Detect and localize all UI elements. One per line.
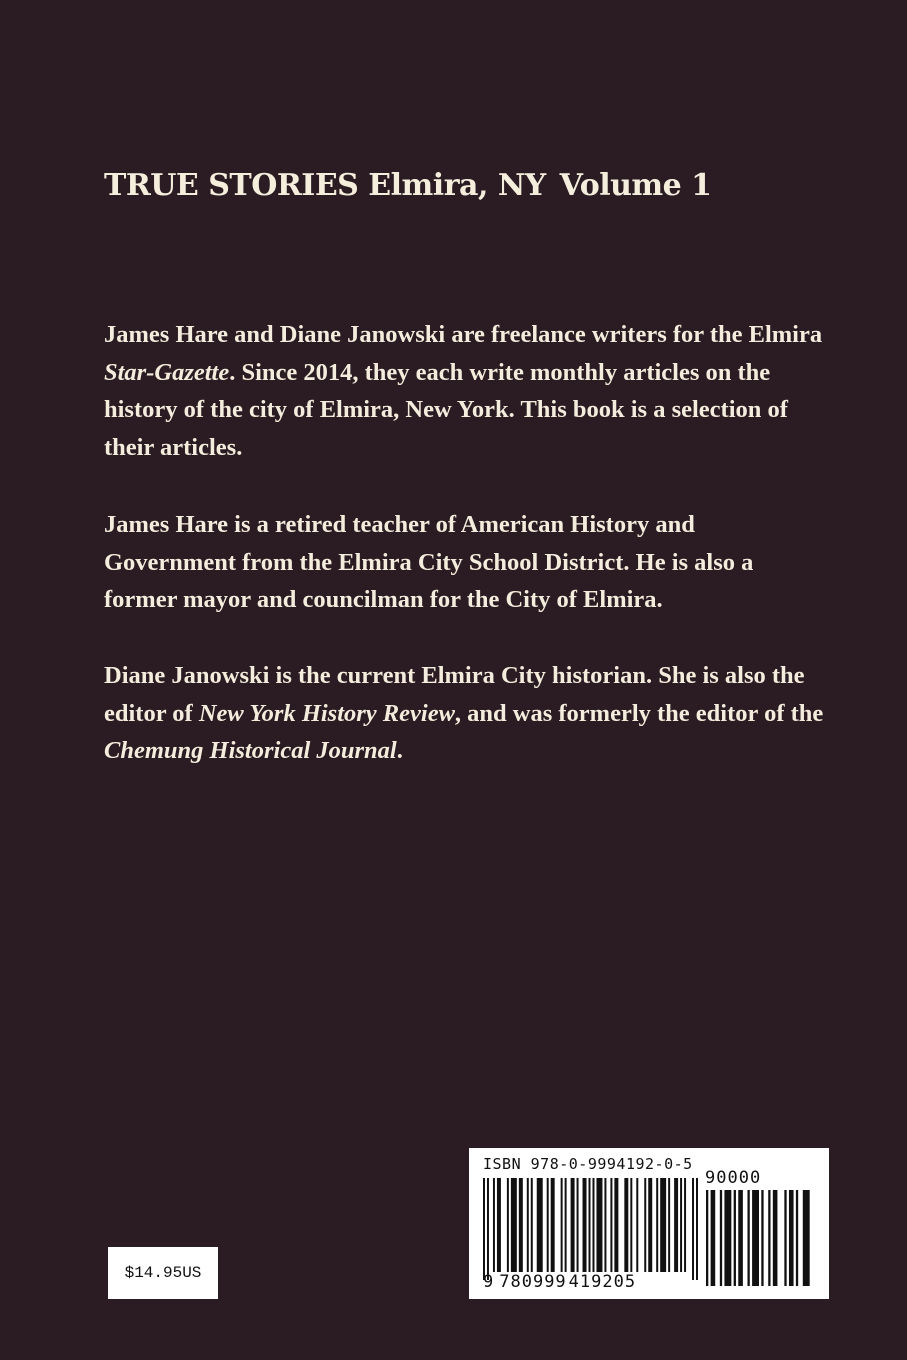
barcode-bar <box>565 1178 567 1272</box>
barcode-bar <box>624 1178 628 1272</box>
barcode-bar <box>561 1178 563 1272</box>
ean-digits <box>483 1272 703 1292</box>
barcode-bar <box>668 1178 670 1272</box>
barcode-bar <box>684 1178 686 1272</box>
barcode-bar <box>711 1190 716 1286</box>
barcode-bar <box>747 1190 749 1286</box>
barcode-bar <box>583 1178 587 1272</box>
barcode-bar <box>551 1178 555 1272</box>
authors-paragraph <box>104 316 829 466</box>
barcode-bar <box>511 1178 517 1272</box>
barcode-bar <box>577 1178 579 1272</box>
barcode-bar <box>692 1178 694 1280</box>
price-addon-number: 90000 <box>705 1168 762 1188</box>
barcode-bar <box>784 1190 786 1286</box>
barcode-bar <box>648 1178 652 1272</box>
barcode-bar <box>610 1178 612 1272</box>
barcode-bar <box>630 1178 632 1272</box>
james-hare-bio: James Hare is a retired teacher of American History and Government from the Elmira City School District. He is also a former mayor and councilman for the City of Elmira. <box>104 511 754 613</box>
barcode-bar <box>483 1178 485 1280</box>
barcode-bar <box>497 1178 501 1272</box>
p3-text-e: . <box>396 737 403 764</box>
p3-text-c: , and was formerly the editor of the <box>454 699 824 727</box>
barcode-bar <box>527 1178 529 1272</box>
barcode-bar <box>596 1178 602 1272</box>
barcode-bar <box>768 1190 770 1286</box>
barcode-bar <box>734 1190 736 1286</box>
isbn-number: ISBN 978-0-9994192-0-5 <box>483 1155 693 1173</box>
barcode-bar <box>789 1190 794 1286</box>
barcode-bar <box>724 1190 731 1286</box>
barcode-bar <box>547 1178 549 1272</box>
barcode-bar <box>696 1178 698 1280</box>
barcode-bar <box>644 1178 646 1272</box>
p3-text-a: Diane Janowski is the current Elmira City historian. She is also the editor of <box>104 662 805 727</box>
barcode-bar <box>803 1190 810 1286</box>
barcode-bar <box>738 1190 743 1286</box>
barcode-bar <box>493 1178 495 1272</box>
p1-newspaper-name: Star-Gazette <box>104 358 230 386</box>
barcode-bar <box>614 1178 618 1272</box>
barcode-bar <box>720 1190 722 1286</box>
ean-group-2: 419205 <box>568 1272 637 1292</box>
diane-janowski-bio <box>104 657 829 770</box>
book-title <box>104 168 712 203</box>
addon-barcode-bars <box>706 1190 812 1286</box>
barcode-bar <box>773 1190 778 1286</box>
title-volume: Volume 1 <box>559 168 712 203</box>
barcode-bar <box>660 1178 666 1272</box>
ean-first-digit: 9 <box>483 1272 495 1292</box>
isbn-barcode <box>469 1148 829 1299</box>
barcode-bar <box>636 1178 638 1272</box>
barcode-bar <box>604 1178 606 1272</box>
barcode-bar <box>752 1190 759 1286</box>
p3-journal-name: Chemung Historical Journal <box>104 737 397 764</box>
barcode-bar <box>761 1190 763 1286</box>
barcode-bar <box>592 1178 594 1280</box>
p1-text-a: James Hare and Diane Janowski are freelance writers for the Elmira <box>104 321 823 348</box>
ean-barcode-bars <box>483 1178 698 1280</box>
barcode-bar <box>531 1178 533 1272</box>
barcode-bar <box>680 1178 682 1272</box>
barcode-bar <box>674 1178 678 1272</box>
barcode-bar <box>706 1190 708 1286</box>
barcode-bar <box>519 1178 523 1272</box>
title-main: TRUE STORIES Elmira, NY <box>104 168 546 203</box>
p1-text-c: . Since 2014, they each write monthly articles on the history of the city of Elmira, New York. This book is a selection of their articles. <box>104 358 788 461</box>
price-text: $14.95US <box>124 1264 202 1282</box>
barcode-bar <box>487 1178 489 1280</box>
barcode-bar <box>589 1178 591 1280</box>
barcode-bar <box>796 1190 798 1286</box>
barcode-bar <box>656 1178 658 1272</box>
p3-review-name: New York History Review <box>198 699 455 727</box>
barcode-bar <box>507 1178 509 1272</box>
barcode-bar <box>571 1178 575 1272</box>
ean-group-1: 780999 <box>499 1272 567 1292</box>
barcode-bar <box>537 1178 543 1272</box>
price-label <box>108 1247 218 1299</box>
